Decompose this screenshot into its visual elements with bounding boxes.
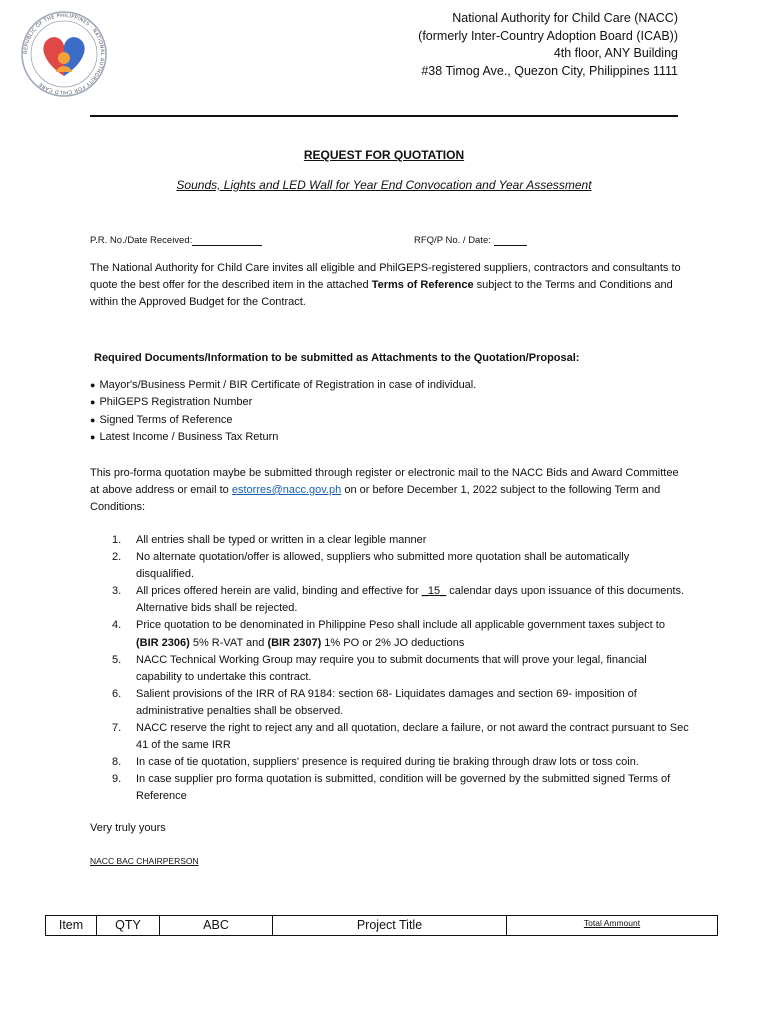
submission-paragraph: This pro-forma quotation maybe be submitted through register or electronic mail to the NACC Bids and Award Committee at above address or email to estorres@nacc.gov.ph on or before December 1, 2022 subject to the following Term and Conditions: xyxy=(90,467,679,513)
rfq-field xyxy=(414,235,527,246)
validity-days: _15_ xyxy=(421,585,447,598)
pr-blank[interactable] xyxy=(192,235,262,246)
quotation-items-table xyxy=(45,915,718,936)
list-item: 9. In case supplier pro forma quotation is submitted, condition will be governed by the submitted signed Terms of Reference xyxy=(112,773,671,803)
required-documents-list xyxy=(90,377,476,446)
header-line-former: (formerly Inter-Country Adoption Board (ICAB)) xyxy=(418,28,678,43)
signatory-title: NACC BAC CHAIRPERSON xyxy=(90,856,199,866)
document-subtitle: Sounds, Lights and LED Wall for Year End Convocation and Year Assessment xyxy=(176,178,592,192)
list-item: ● PhilGEPS Registration Number xyxy=(90,394,476,411)
column-project-title: Project Title xyxy=(273,916,507,936)
list-item: 5. NACC Technical Working Group may require you to submit documents that will prove your legal, financial capability to undertake this contract. xyxy=(112,653,647,683)
required-documents-title: Required Documents/Information to be submitted as Attachments to the Quotation/Proposal: xyxy=(94,352,580,364)
header-line-address: #38 Timog Ave., Quezon City, Philippines 1111 xyxy=(421,63,678,78)
terms-of-reference-bold: Terms of Reference xyxy=(371,279,474,291)
email-link[interactable]: estorres@nacc.gov.ph xyxy=(231,484,342,496)
rfq-label: RFQ/P No. / Date: xyxy=(414,235,491,246)
header-divider xyxy=(90,115,678,117)
list-item: 4. Price quotation to be denominated in Philippine Peso shall include all applicable government taxes subject to (BIR 2306) 5% R-VAT and (BIR 2307) 1% PO or 2% JO deductions xyxy=(112,619,665,649)
list-item: 7. NACC reserve the right to reject any and all quotation, declare a failure, or not award the contract pursuant to Sec 41 of the same IRR xyxy=(112,722,689,752)
column-item: Item xyxy=(46,916,97,936)
list-item: ● Signed Terms of Reference xyxy=(90,412,476,429)
intro-paragraph: The National Authority for Child Care invites all eligible and PhilGEPS-registered suppliers, contractors and consultants to quote the best offer for the described item in the attached Terms of Reference subject to the Terms and Conditions and within the Approved Budget for the Contract. xyxy=(90,262,681,308)
seal-text: REPUBLIC OF THE PHILIPPINES · NATIONAL AUTHORITY FOR CHILD CARE xyxy=(22,12,106,96)
column-total-amount: Total Ammount xyxy=(507,916,718,936)
pr-label: P.R. No./Date Received: xyxy=(90,235,193,246)
table-header-row xyxy=(46,916,718,936)
column-abc: ABC xyxy=(160,916,273,936)
pr-field xyxy=(90,235,262,246)
header-line-floor: 4th floor, ANY Building xyxy=(553,46,678,60)
document-title: REQUEST FOR QUOTATION xyxy=(303,148,465,162)
list-item: 6. Salient provisions of the IRR of RA 9184: section 68- Liquidates damages and section 69- imposition of administrative penalties shall be observed. xyxy=(112,687,637,717)
closing-salutation: Very truly yours xyxy=(90,822,166,834)
list-item: 3. All prices offered herein are valid, binding and effective for _15_ calendar days upon issuance of this documents. Alternative bids shall be rejected. xyxy=(112,585,685,615)
nacc-seal-logo xyxy=(20,10,108,98)
agency-header xyxy=(418,10,678,80)
list-item: ● Mayor's/Business Permit / BIR Certificate of Registration in case of individual. xyxy=(90,377,476,394)
column-qty: QTY xyxy=(97,916,160,936)
header-line-agency: National Authority for Child Care (NACC) xyxy=(452,11,678,25)
list-item: 2. No alternate quotation/offer is allowed, suppliers who submitted more quotation shall be automatically disqualified. xyxy=(112,551,630,581)
rfq-blank[interactable] xyxy=(494,235,527,246)
terms-list xyxy=(90,532,690,806)
list-item: ● Latest Income / Business Tax Return xyxy=(90,429,476,446)
list-item: 8. In case of tie quotation, suppliers' presence is required during tie braking through draw lots or toss coin. xyxy=(112,756,639,769)
list-item: 1. All entries shall be typed or written in a clear legible manner xyxy=(112,534,427,546)
